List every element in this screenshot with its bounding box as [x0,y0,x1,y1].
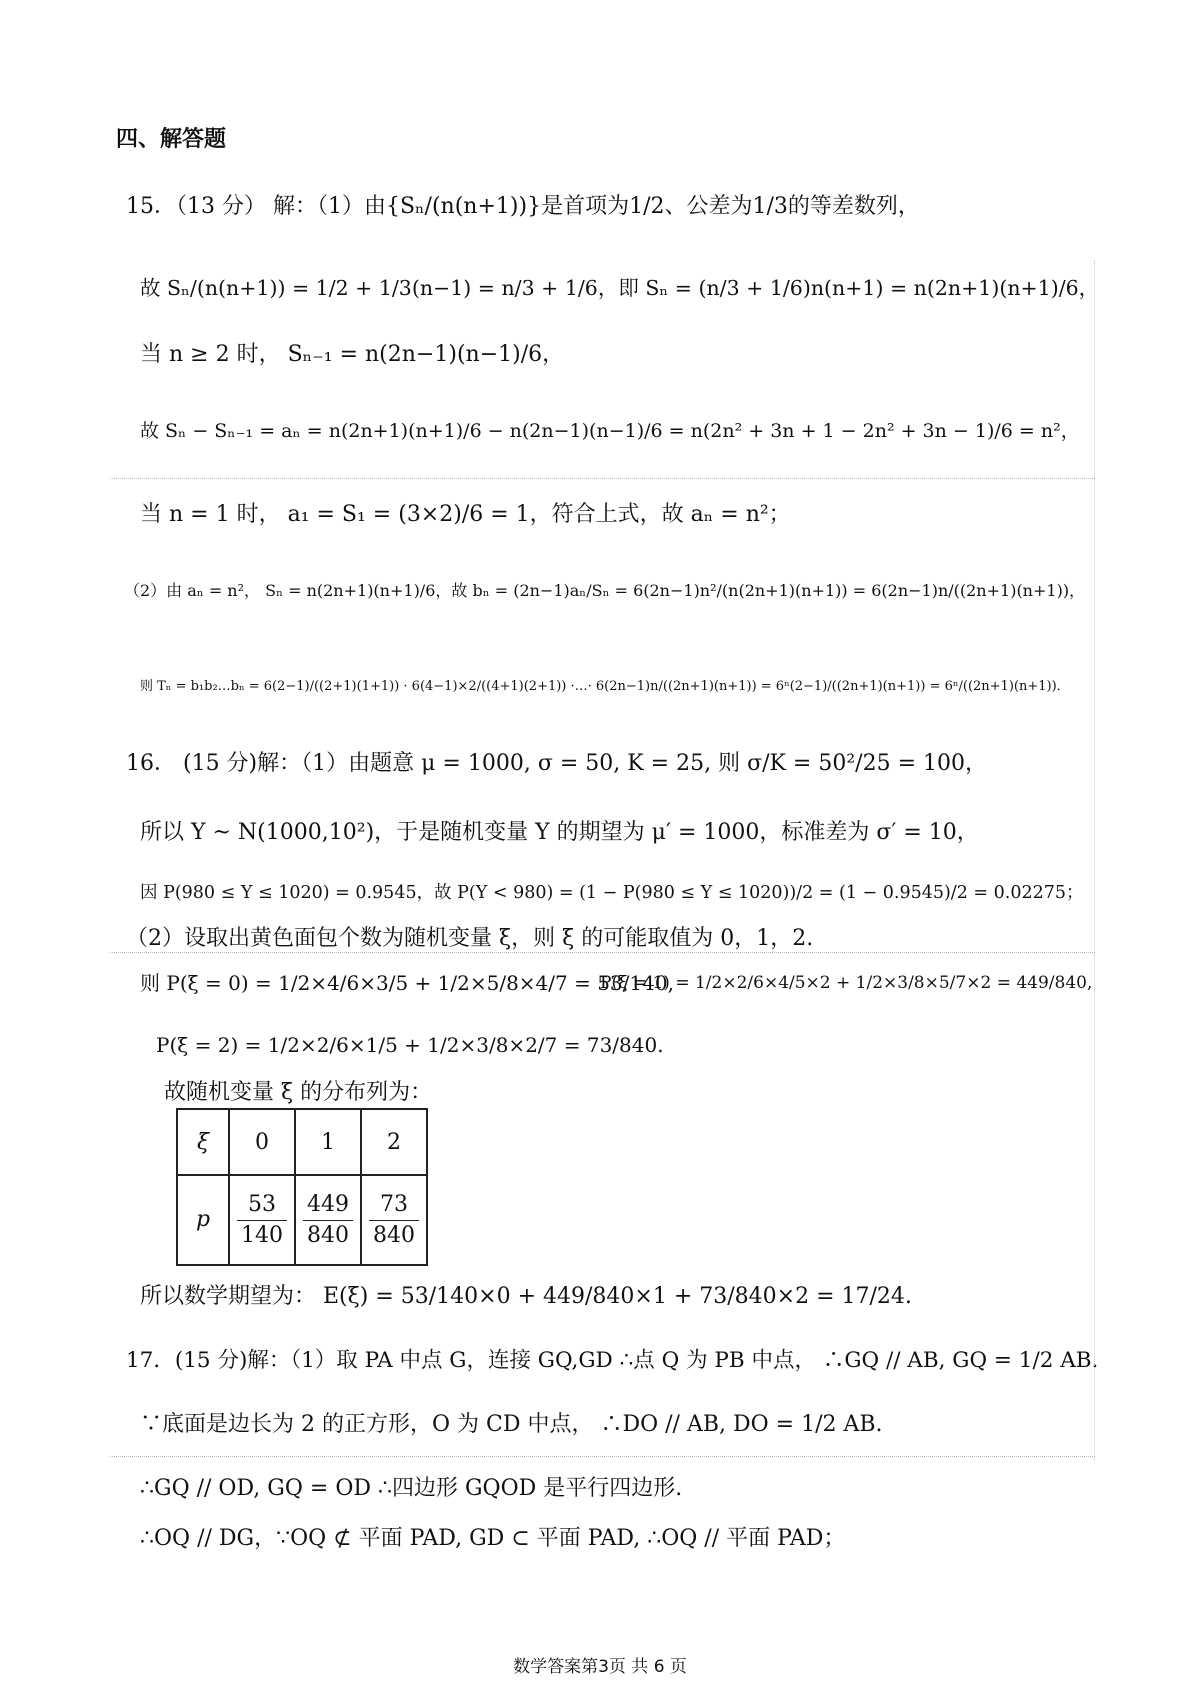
line-16-distribution-caption: 故随机变量 ξ 的分布列为： [164,1080,433,1105]
line-15-intro: 15．（13 分） 解：（1）由{Sₙ/(n(n+1))}是首项为1/2、公差为1/3的等差数列， [126,194,920,219]
section-title: 四、解答题 [116,127,227,152]
line-15-part-2-bn: （2）由 aₙ = n²， Sₙ = n(2n+1)(n+1)/6，故 bₙ = (2n−1)aₙ/Sₙ = 6(2n−1)n²/(n(2n+1)(n+1)) = 6(2n−1)n/((2n+1)(n+1))， [124,581,1086,600]
line-16-intro: 16． (15 分)解：（1）由题意 μ = 1000, σ = 50, K = 25, 则 σ/K = 50²/25 = 100， [126,751,987,776]
table-cell [229,1175,295,1265]
fraction-numerator: 449 [303,1190,353,1221]
table-header-cell: 2 [361,1109,427,1175]
line-17-base-square: ∵底面是边长为 2 的正方形，O 为 CD 中点， ∴DO // AB, DO = 1/2 AB. [140,1412,883,1437]
fraction-numerator: 53 [237,1190,287,1221]
table-header-cell: 1 [295,1109,361,1175]
line-16-part-2-intro: （2）设取出黄色面包个数为随机变量 ξ，则 ξ 的可能取值为 0，1，2. [126,926,814,951]
table-header-row [177,1109,427,1175]
page-footer: 数学答案第3页 共 6 页 [513,1657,687,1677]
line-16-probability: 因 P(980 ≤ Y ≤ 1020) = 0.9545，故 P(Y < 980) = (1 − P(980 ≤ Y ≤ 1020))/2 = (1 − 0.9545)/2 = 0.02275； [140,883,1084,903]
table-row-label: p [177,1175,229,1265]
line-15-an-formula: 故 Sₙ − Sₙ₋₁ = aₙ = n(2n+1)(n+1)/6 − n(2n−1)(n−1)/6 = n(2n² + 3n + 1 − 2n² + 3n − 1)/6 = n²， [140,420,1080,442]
distribution-table [176,1108,428,1266]
dotted-divider [110,1456,1095,1457]
line-15-n-equals-1: 当 n = 1 时， a₁ = S₁ = (3×2)/6 = 1，符合上式，故 aₙ = n²； [140,502,791,527]
fraction-denominator: 140 [241,1222,283,1248]
margin-dotted-line [1094,260,1095,1460]
line-17-parallelogram: ∴GQ // OD, GQ = OD ∴四边形 GQOD 是平行四边形. [140,1476,683,1501]
dotted-divider [110,478,1095,479]
line-15-sn-formula: 故 Sₙ/(n(n+1)) = 1/2 + 1/3(n−1) = n/3 + 1/6，即 Sₙ = (n/3 + 1/6)n(n+1) = n(2n+1)(n+1)/6， [140,276,1100,300]
fraction-denominator: 840 [373,1222,415,1248]
table-header-cell: 0 [229,1109,295,1175]
line-16-normal-distribution: 所以 Y ~ N(1000,10²)，于是随机变量 Y 的期望为 μ′ = 1000，标准差为 σ′ = 10， [140,820,979,845]
line-16-p-xi-0: 则 P(ξ = 0) = 1/2×4/6×3/5 + 1/2×5/8×4/7 = 53/140, [140,971,674,995]
line-16-expectation: 所以数学期望为： E(ξ) = 53/140×0 + 449/840×1 + 73/840×2 = 17/24. [140,1284,912,1309]
dotted-divider [110,952,1095,953]
table-header-cell: ξ [177,1109,229,1175]
table-cell [361,1175,427,1265]
table-row [177,1175,427,1265]
line-16-p-xi-1: P(ξ = 1) = 1/2×2/6×4/5×2 + 1/2×3/8×5/7×2 = 449/840, [600,973,1093,993]
fraction-numerator: 73 [369,1190,419,1221]
fraction-denominator: 840 [307,1222,349,1248]
line-15-tn-product: 则 Tₙ = b₁b₂…bₙ = 6(2−1)/((2+1)(1+1)) · 6(4−1)×2/((4+1)(2+1)) ·…· 6(2n−1)n/((2n+1)(n+1)) = 6ⁿ(2−1)/((2n+1)(n+1)) = 6ⁿ/((2n+1)(n+1))． [140,679,1070,694]
line-16-p-xi-2: P(ξ = 2) = 1/2×2/6×1/5 + 1/2×3/8×2/7 = 73/840. [156,1033,664,1057]
line-17-parallel-plane: ∴OQ // DG，∵OQ ⊄ 平面 PAD, GD ⊂ 平面 PAD, ∴OQ // 平面 PAD； [140,1526,846,1551]
table-cell [295,1175,361,1265]
line-15-sn-minus-1: 当 n ≥ 2 时， Sₙ₋₁ = n(2n−1)(n−1)/6， [140,342,565,367]
line-17-intro: 17．(15 分)解：（1）取 PA 中点 G，连接 GQ,GD ∴点 Q 为 PB 中点， ∴GQ // AB, GQ = 1/2 AB. [126,1348,1099,1373]
